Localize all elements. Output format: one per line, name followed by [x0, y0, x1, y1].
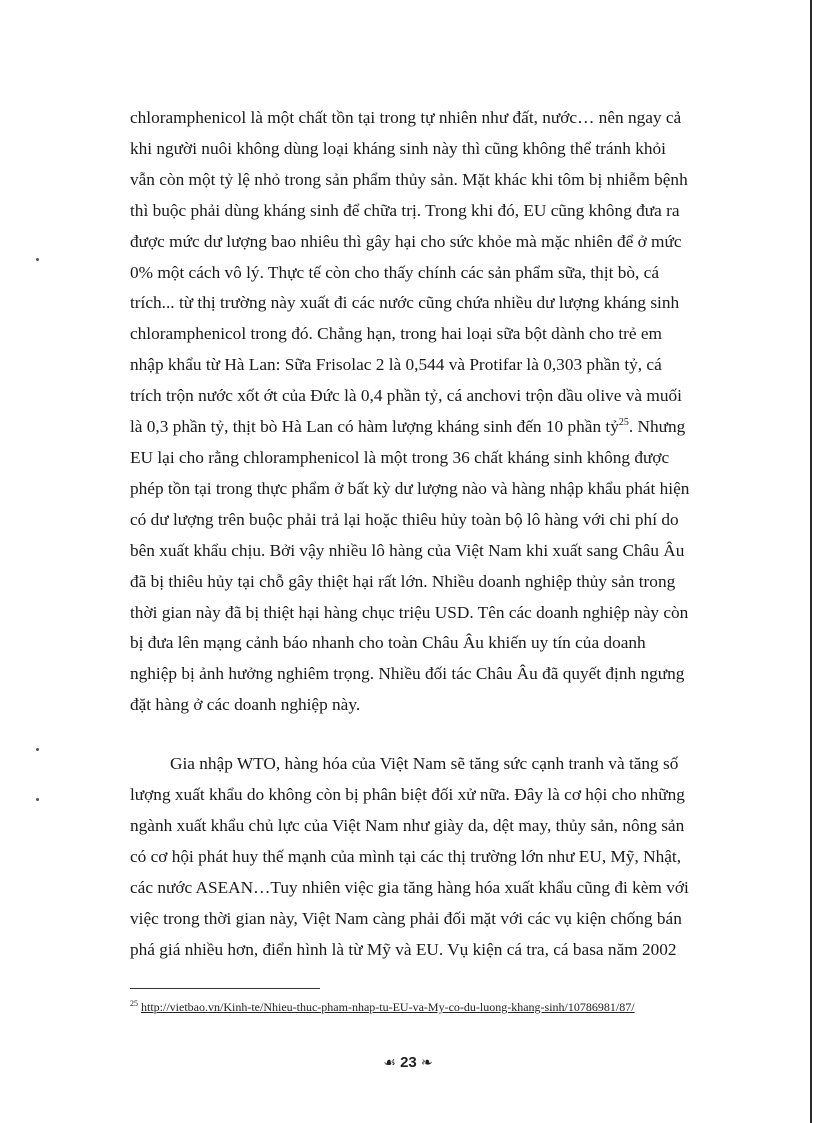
footnote-separator	[130, 988, 320, 989]
right-ornament-icon: ❧	[420, 1055, 433, 1071]
text-line: phá giá nhiều hơn, điển hình là từ Mỹ và EU. Vụ kiện cá tra, cá basa năm 2002	[130, 939, 677, 959]
text-segment: là 0,3 phần tỷ, thịt bò Hà Lan có hàm lượng kháng sinh đến 10 phần tỷ	[130, 417, 619, 437]
text-line: trích trộn nước xốt ớt của Đức là 0,4 phần tỷ, cá anchovi trộn dầu olive và muối	[130, 386, 682, 406]
footnote-number: 25	[130, 999, 138, 1008]
text-line: đặt hàng ở các doanh nghiệp này.	[130, 695, 361, 715]
text-line: được mức dư lượng bao nhiêu thì gây hại cho sức khỏe mà mặc nhiên để ở mức	[130, 231, 682, 251]
text-line: có dư lượng trên buộc phải trả lại hoặc thiêu hủy toàn bộ lô hàng với chi phí do	[130, 509, 679, 529]
text-line: nhập khẩu từ Hà Lan: Sữa Frisolac 2 là 0,544 và Protifar là 0,303 phần tỷ, cá	[130, 355, 662, 375]
text-line: 0% một cách vô lý. Thực tế còn cho thấy chính các sản phẩm sữa, thịt bò, cá	[130, 262, 660, 282]
footnote	[130, 996, 770, 1015]
text-line: thì buộc phải dùng kháng sinh để chữa trị. Trong khi đó, EU cũng không đưa ra	[130, 200, 680, 220]
footnote-link[interactable]: http://vietbao.vn/Kinh-te/Nhieu-thuc-pham-nhap-tu-EU-va-My-co-du-luong-khang-sinh/10786981/87/	[141, 1000, 635, 1014]
left-ornament-icon: ☙	[383, 1055, 396, 1071]
text-line: ngành xuất khẩu chủ lực của Việt Nam như giày da, dệt may, thủy sản, nông sản	[130, 815, 685, 835]
text-line: vẫn còn một tỷ lệ nhỏ trong sản phẩm thủy sản. Mặt khác khi tôm bị nhiễm bệnh	[130, 169, 688, 189]
text-line: chloramphenicol trong đó. Chẳng hạn, trong hai loại sữa bột dành cho trẻ em	[130, 324, 662, 344]
text-line: chloramphenicol là một chất tồn tại trong tự nhiên như đất, nước… nên ngay cả	[130, 108, 682, 127]
page-number-value: 23	[400, 1054, 417, 1071]
text-line: lượng xuất khẩu do không còn bị phân biệt đối xử nữa. Đây là cơ hội cho những	[130, 785, 685, 805]
text-line: bị đưa lên mạng cảnh báo nhanh cho toàn Châu Âu khiến uy tín của doanh	[130, 633, 646, 653]
text-line: đã bị thiêu hủy tại chỗ gây thiệt hại rất lớn. Nhiều doanh nghiệp thủy sản trong	[130, 571, 676, 591]
text-line: bên xuất khẩu chịu. Bởi vậy nhiều lô hàng của Việt Nam khi xuất sang Châu Âu	[130, 540, 685, 560]
paragraph-1	[130, 103, 730, 721]
scan-artifact-dot	[36, 258, 39, 261]
scan-artifact-dot	[36, 798, 39, 801]
text-line: các nước ASEAN…Tuy nhiên việc gia tăng hàng hóa xuất khẩu cũng đi kèm với	[130, 877, 689, 897]
text-line: EU lại cho rằng chloramphenicol là một trong 36 chất kháng sinh không được	[130, 447, 670, 467]
text-line: thời gian này đã bị thiệt hại hàng chục triệu USD. Tên các doanh nghiệp này còn	[130, 602, 689, 622]
text-line: việc trong thời gian này, Việt Nam càng phải đối mặt với các vụ kiện chống bán	[130, 908, 682, 928]
text-line: Gia nhập WTO, hàng hóa của Việt Nam sẽ tăng sức cạnh tranh và tăng số	[170, 754, 679, 774]
text-line: phép tồn tại trong thực phẩm ở bất kỳ dư lượng nào và hàng nhập khẩu phát hiện	[130, 478, 690, 498]
text-segment: . Nhưng	[628, 417, 686, 437]
document-body	[130, 103, 730, 965]
page-number	[0, 1054, 816, 1071]
text-line-with-footnote	[130, 412, 730, 443]
text-line: khi người nuôi không dùng loại kháng sinh này thì cũng không thể tránh khỏi	[130, 138, 666, 158]
text-line: trích... từ thị trường này xuất đi các nước cũng chứa nhiều dư lượng kháng sinh	[130, 293, 680, 313]
text-line: nghiệp bị ảnh hưởng nghiêm trọng. Nhiều đối tác Châu Âu đã quyết định ngưng	[130, 664, 685, 684]
paragraph-2	[130, 749, 730, 965]
page-edge-line	[810, 0, 812, 1123]
text-line: có cơ hội phát huy thế mạnh của mình tại các thị trường lớn như EU, Mỹ, Nhật,	[130, 846, 682, 866]
footnote-reference[interactable]: 25	[618, 417, 629, 429]
scan-artifact-dot	[36, 748, 39, 751]
